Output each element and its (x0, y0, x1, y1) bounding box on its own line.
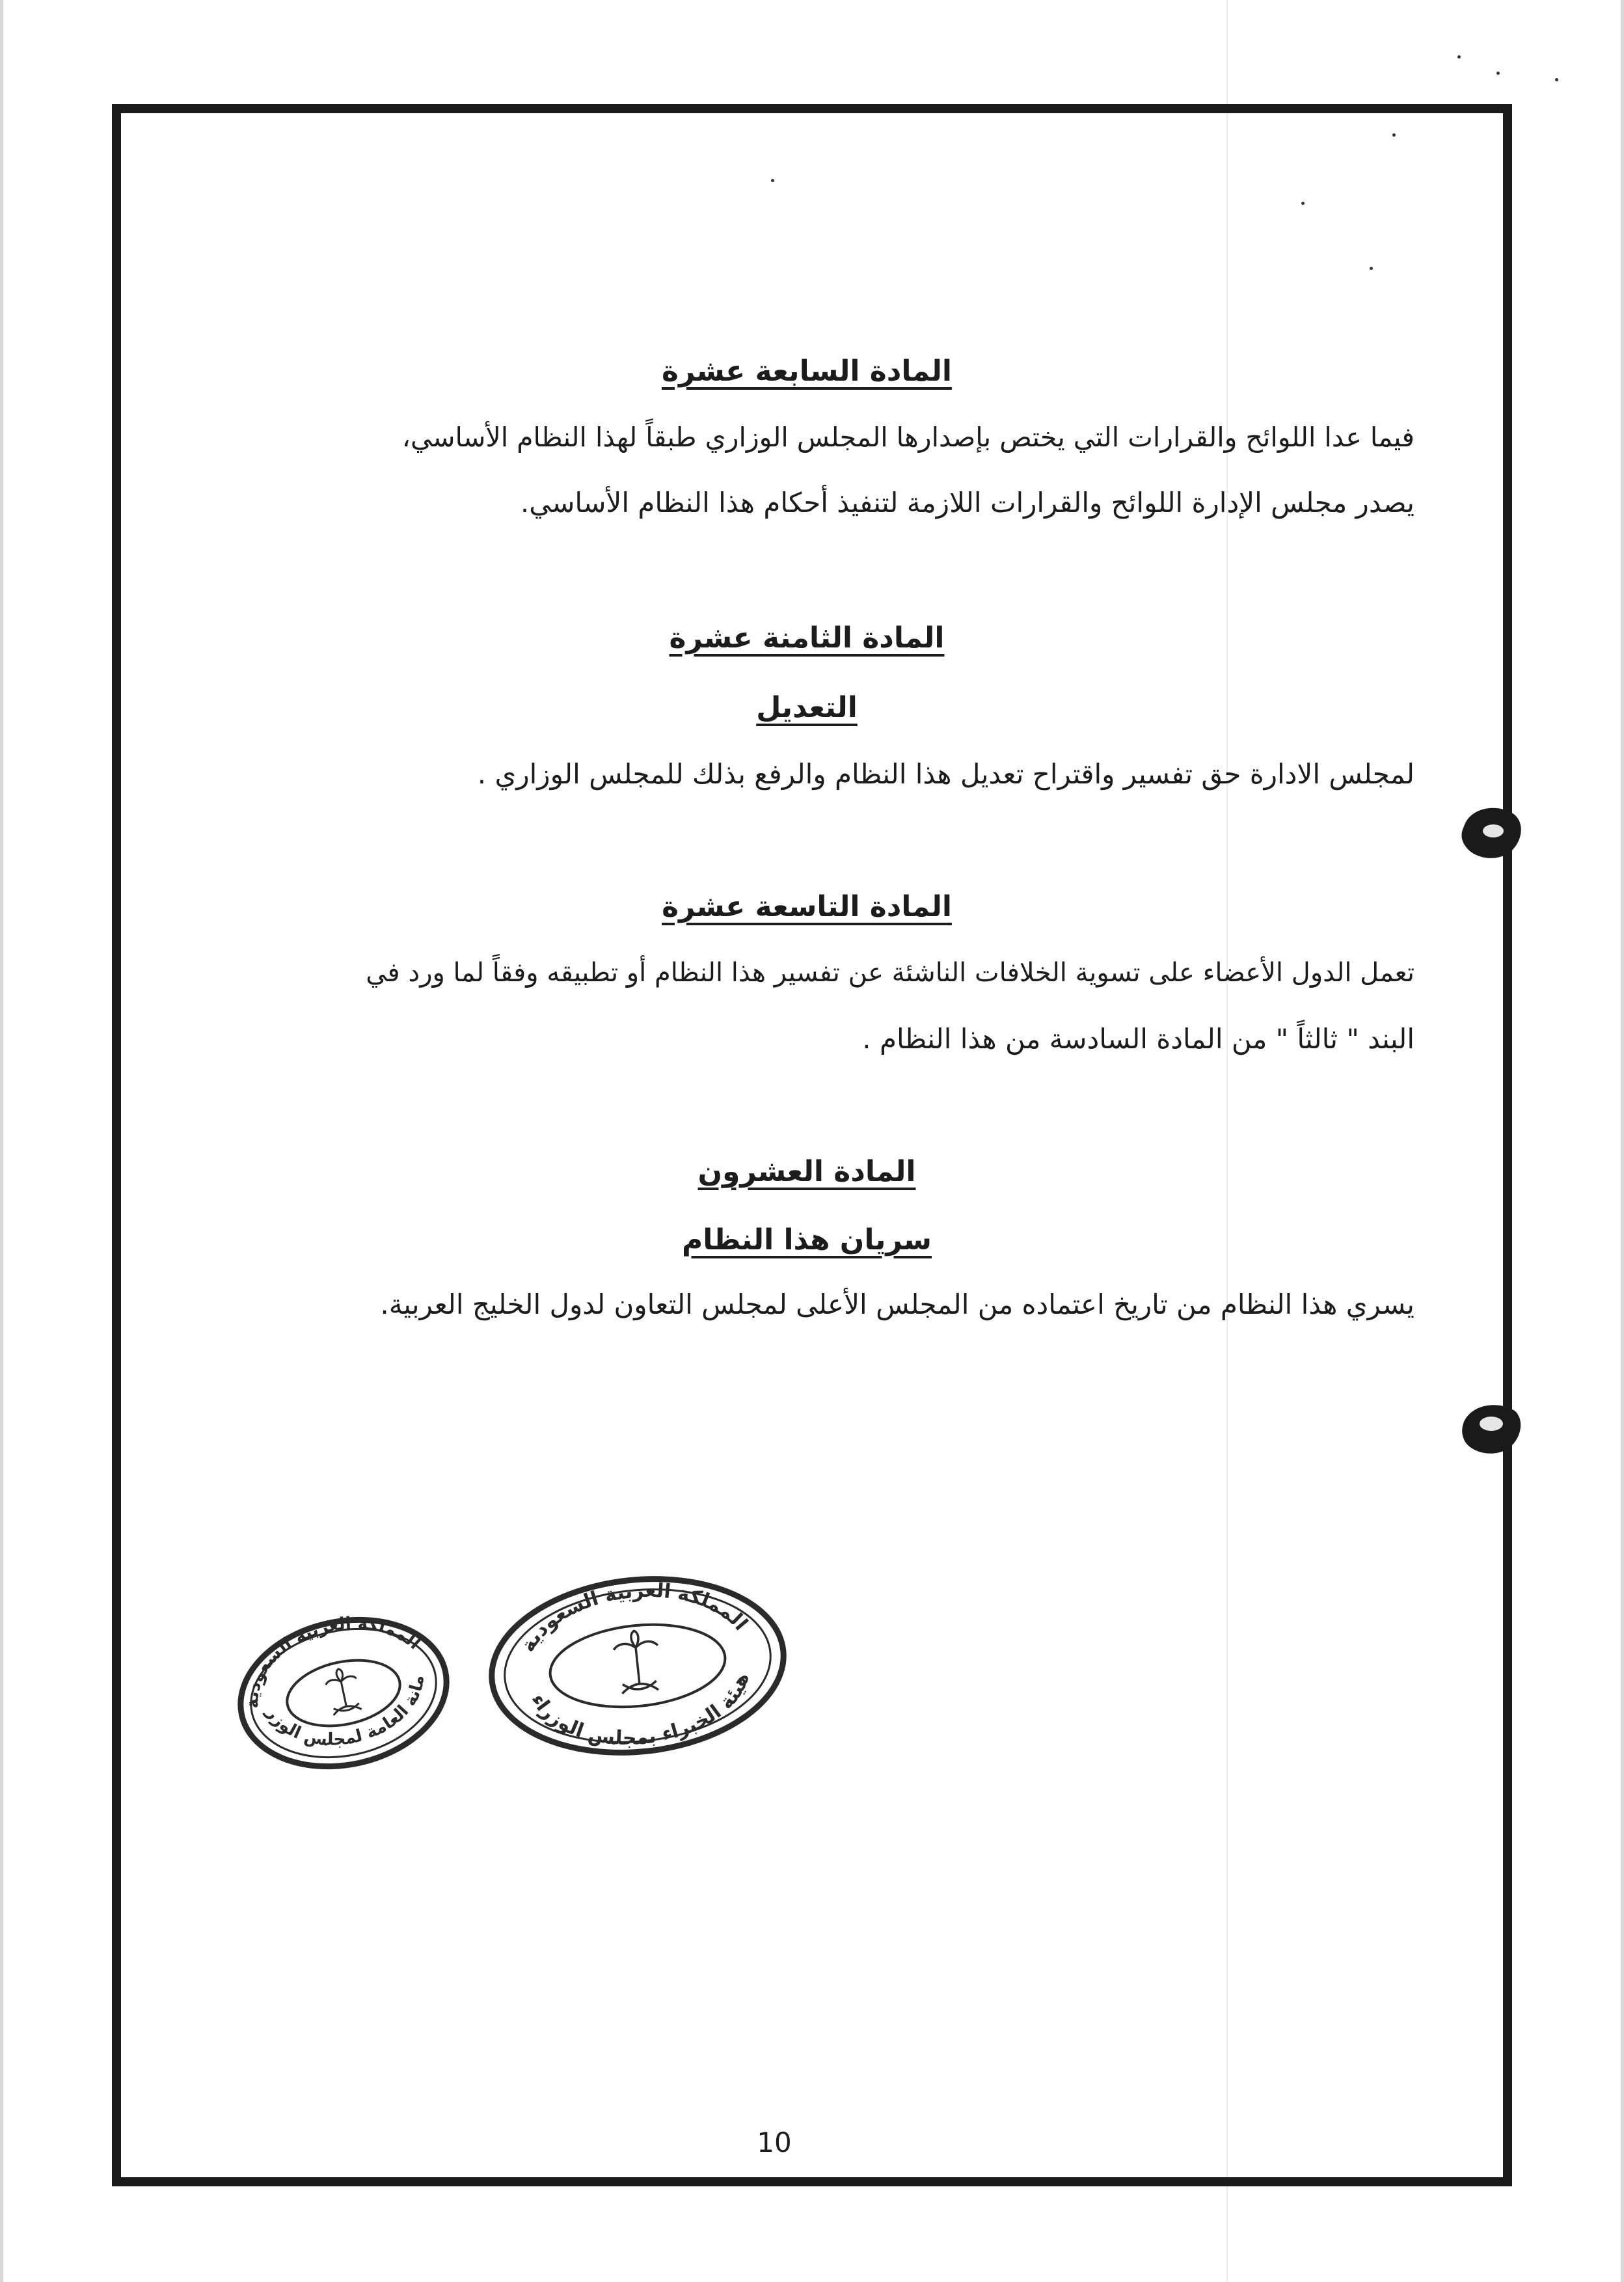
article-17-line-2: يصدر مجلس الإدارة اللوائح والقرارات اللازمة لتنفيذ أحكام هذا النظام الأساسي. (520, 487, 1414, 519)
palm-swords-emblem-icon (323, 1666, 363, 1715)
article-17-heading: المادة السابعة عشرة (662, 355, 952, 388)
scan-speck (1301, 202, 1305, 205)
article-20-subheading: سريان هذا النظام (681, 1223, 932, 1256)
page-border-frame (112, 104, 1512, 2186)
scan-speck (1457, 55, 1461, 59)
article-18-heading: المادة الثامنة عشرة (669, 621, 945, 655)
article-18-line-1: لمجلس الادارة حق تفسير واقتراح تعديل هذا النظام والرفع بذلك للمجلس الوزاري . (477, 758, 1414, 790)
article-19-line-2: البند " ثالثاً " من المادة السادسة من هذا النظام . (862, 1023, 1414, 1055)
scan-edge-right (1621, 0, 1624, 2282)
article-19-heading: المادة التاسعة عشرة (662, 890, 952, 923)
scan-speck (1555, 78, 1558, 81)
article-20-heading: المادة العشرون (697, 1155, 916, 1188)
palm-swords-emblem-icon (612, 1629, 662, 1694)
binding-hole-stain (1457, 797, 1529, 869)
seal-bureau-of-experts (481, 1568, 794, 1763)
scan-speck (771, 179, 774, 182)
seal-right-top-text: المملكة العربية السعودية (516, 1579, 752, 1656)
article-18-subheading: التعديل (756, 691, 858, 724)
seal-left-top-text: المملكة العربية السعودية (243, 1614, 424, 1709)
page-number: 10 (757, 2126, 792, 2158)
scan-speck (1496, 72, 1500, 75)
seal-right-bottom-text: هيئة الخبراء بمجلس الوزراء (526, 1670, 754, 1750)
scan-speck (1370, 267, 1373, 270)
article-20-line-1: يسري هذا النظام من تاريخ اعتماده من المجلس الأعلى لمجلس التعاون لدول الخليج العربية. (380, 1288, 1414, 1320)
scan-edge-left (0, 0, 3, 2282)
seal-left-bottom-text: الأمانة العامة لمجلس الوزراء (262, 1674, 428, 1750)
article-19-line-1: تعمل الدول الأعضاء على تسوية الخلافات الناشئة عن تفسير هذا النظام أو تطبيقه وفقاً لما ورد في (366, 958, 1414, 988)
article-17-line-1: فيما عدا اللوائح والقرارات التي يختص بإصدارها المجلس الوزاري طبقاً لهذا النظام الأساسي، (401, 422, 1414, 453)
binding-hole-stain (1457, 1392, 1529, 1464)
seal-general-secretariat (233, 1609, 454, 1778)
scan-speck (1392, 133, 1396, 137)
